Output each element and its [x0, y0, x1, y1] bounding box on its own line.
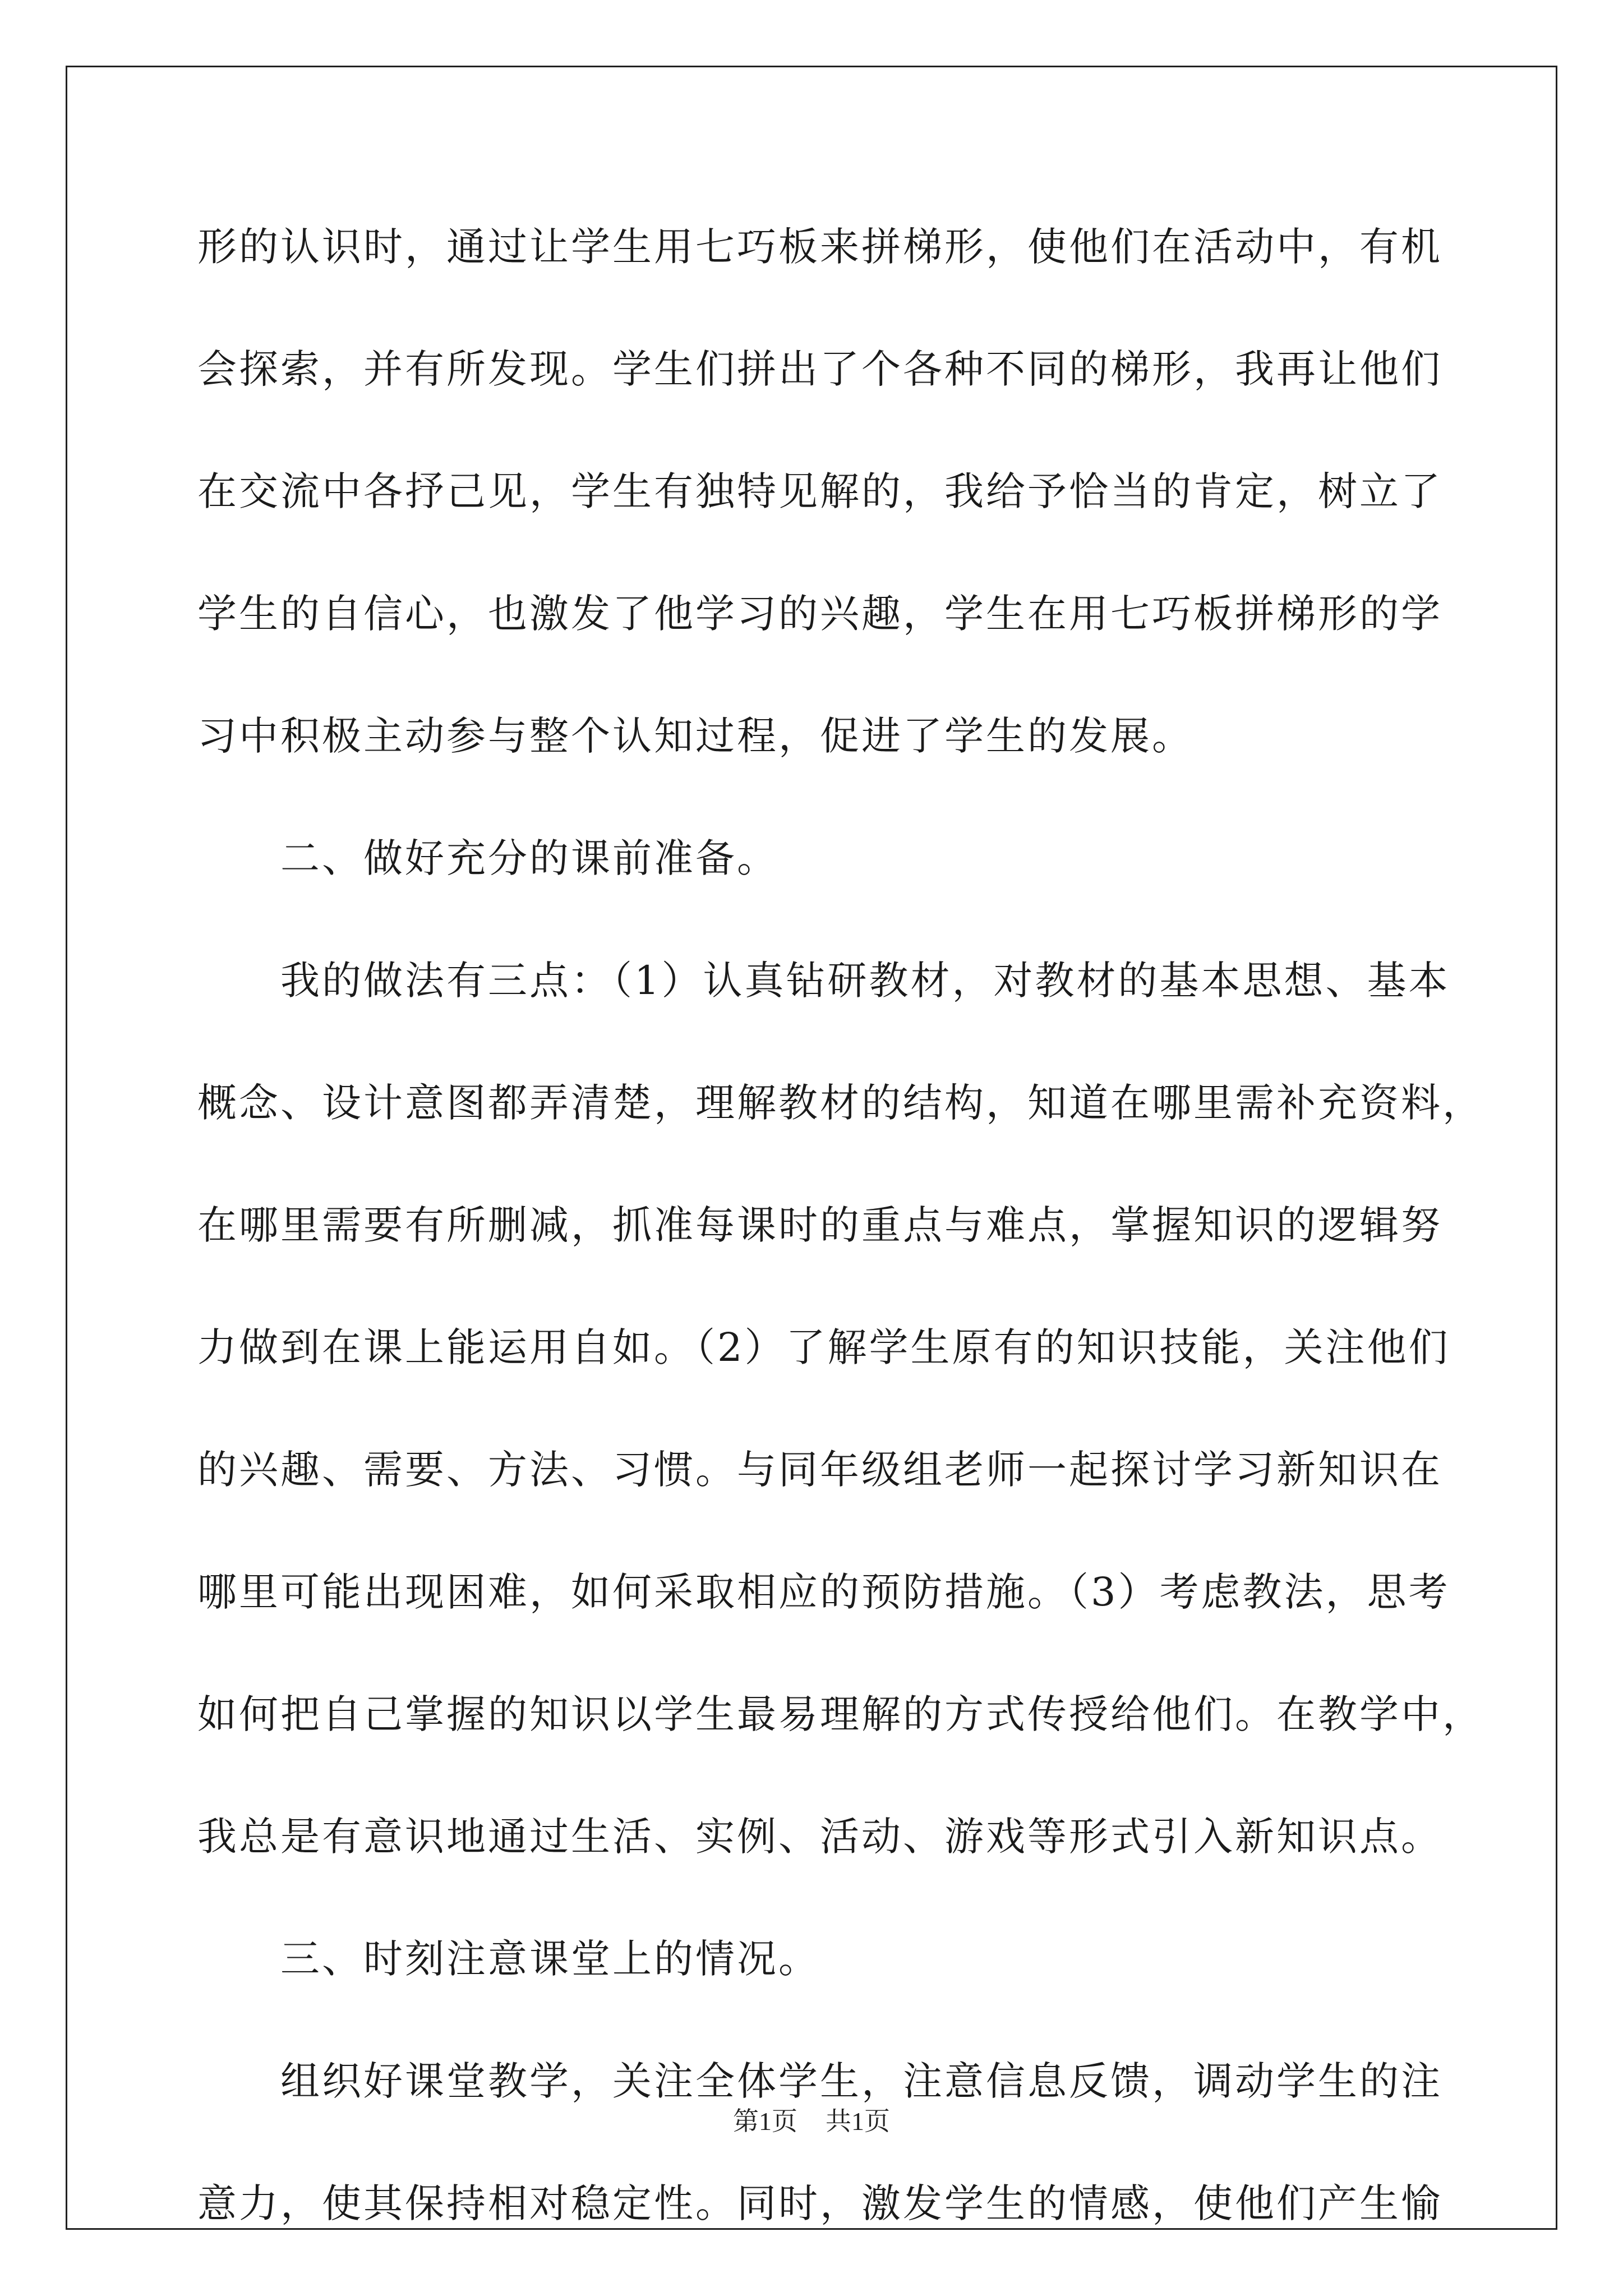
text-line: 形的认识时，通过让学生用七巧板来拼梯形，使他们在活动中，有机 — [197, 224, 1442, 270]
text-line: 学生的自信心，也激发了他学习的兴趣，学生在用七巧板拼梯形的学 — [197, 591, 1442, 637]
text-line: 我的做法有三点：（1）认真钻研教材，对教材的基本思想、基本 — [197, 958, 1450, 1004]
page-number: 第1页 — [733, 2107, 797, 2136]
section-heading: 二、做好充分的课前准备。 — [197, 835, 778, 881]
text-line: 我总是有意识地通过生活、实例、活动、游戏等形式引入新知识点。 — [197, 1814, 1442, 1860]
page-footer — [0, 2101, 1623, 2138]
section-heading: 三、时刻注意课堂上的情况。 — [197, 1936, 820, 1982]
text-line: 如何把自己掌握的知识以学生最易理解的方式传授给他们。在教学中， — [197, 1691, 1484, 1737]
text-line: 组织好课堂教学，关注全体学生，注意信息反馈，调动学生的注 — [197, 2058, 1442, 2104]
text-line: 意力，使其保持相对稳定性。同时，激发学生的情感，使他们产生愉 — [197, 2180, 1442, 2226]
text-line: 概念、设计意图都弄清楚，理解教材的结构，知道在哪里需补充资料， — [197, 1080, 1484, 1126]
text-line: 会探索，并有所发现。学生们拼出了个各种不同的梯形，我再让他们 — [197, 346, 1442, 392]
text-line: 习中积极主动参与整个认知过程，促进了学生的发展。 — [197, 713, 1193, 759]
text-line: 在哪里需要有所删减，抓准每课时的重点与难点，掌握知识的逻辑努 — [197, 1202, 1442, 1248]
text-line: 哪里可能出现困难，如何采取相应的预防措施。（3）考虑教法，思考 — [197, 1569, 1450, 1615]
text-line: 力做到在课上能运用自如。（2）了解学生原有的知识技能，关注他们 — [197, 1324, 1450, 1370]
document-body — [197, 213, 1484, 2292]
text-line: 的兴趣、需要、方法、习惯。与同年级组老师一起探讨学习新知识在 — [197, 1447, 1442, 1493]
text-line: 在交流中各抒己见，学生有独特见解的，我给予恰当的肯定，树立了 — [197, 468, 1442, 514]
page-total: 共1页 — [826, 2107, 890, 2136]
